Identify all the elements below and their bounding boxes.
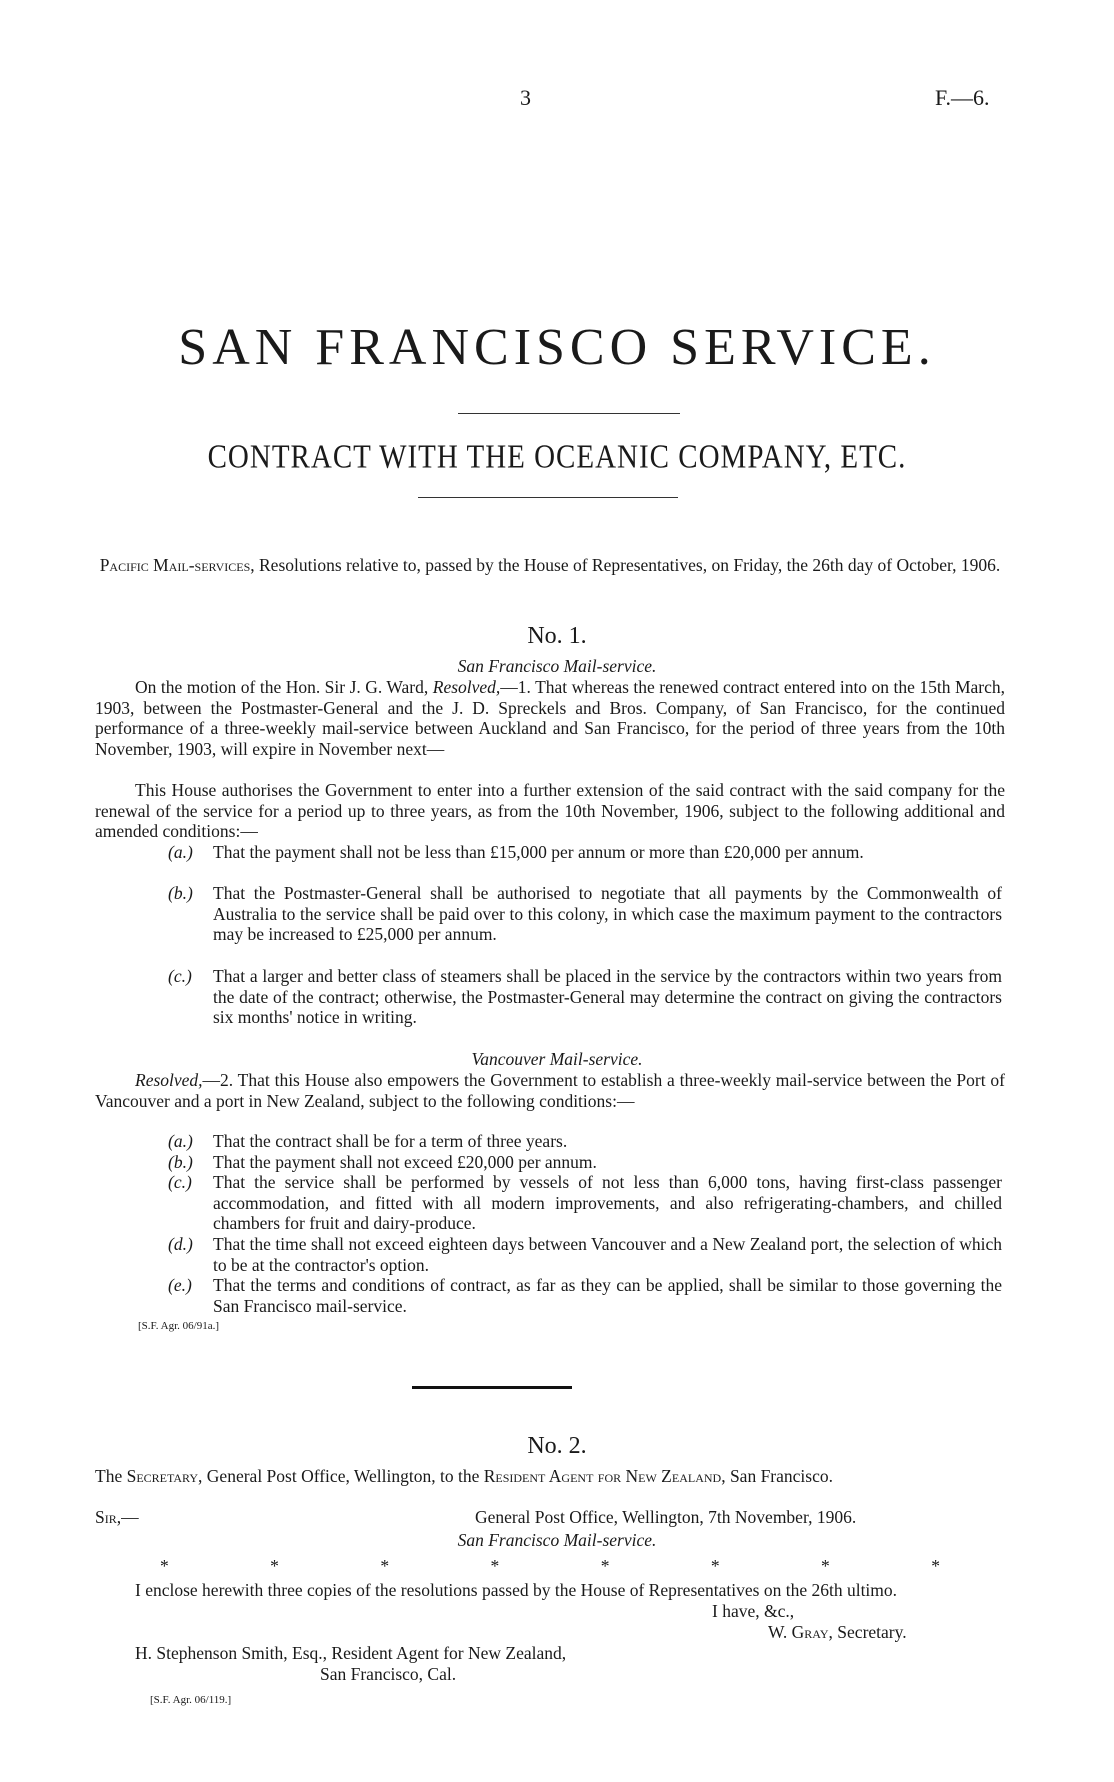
star: * bbox=[160, 1556, 169, 1576]
page-subtitle: CONTRACT WITH THE OCEANIC COMPANY, ETC. bbox=[207, 438, 907, 476]
condition-label: (a.) bbox=[168, 842, 193, 862]
subtitle-divider bbox=[418, 497, 678, 498]
letter-subject: San Francisco Mail-service. bbox=[457, 1530, 657, 1550]
star: * bbox=[380, 1556, 390, 1576]
star: * bbox=[490, 1556, 500, 1576]
condition-text: That the time shall not exceed eighteen days between Vancouver and a New Zealand port, the selection of which to be at the contractor's option. bbox=[213, 1234, 1002, 1275]
preamble-text: Resolutions relative to, passed by the House of Representatives, on Friday, the 26th day of October, 1906. bbox=[259, 555, 1001, 575]
address-place: San Francisco. bbox=[729, 1466, 833, 1486]
recipient-line-1: H. Stephenson Smith, Esq., Resident Agent for New Zealand, bbox=[135, 1643, 567, 1663]
letter-closing: I have, &c., bbox=[712, 1601, 795, 1621]
salutation bbox=[95, 1507, 139, 1528]
salutation-text: Sir,— bbox=[95, 1507, 139, 1527]
condition-text: That the payment shall not exceed £20,000 per annum. bbox=[213, 1152, 597, 1172]
page-number: 3 bbox=[520, 85, 531, 110]
paragraph-1-rest: —1. That whereas the renewed contract entered into on the 15th March, 1903, between the Postmaster-General and the J. D. Spreckels and Bros. Company, of San Francisco, for the continued performance of a three-weekly mail-service between Auckland and San Francisco, for the period of three years from the 10th November, 1903, will expire in November next— bbox=[95, 677, 1006, 759]
paragraph-3-rest: —2. That this House also empowers the Government to establish a three-weekly mail-service between the Port of Vancouver and a port in New Zealand, subject to the following conditions:— bbox=[95, 1070, 1005, 1111]
star: * bbox=[270, 1556, 279, 1576]
section-title-vancouver: Vancouver Mail-service. bbox=[471, 1049, 643, 1069]
section-heading-no2: No. 2. bbox=[527, 1433, 587, 1459]
ellipsis-stars bbox=[160, 1556, 940, 1577]
condition-label: (a.) bbox=[168, 1131, 193, 1151]
document-reference: F.—6. bbox=[935, 85, 990, 110]
resolved-label-1: Resolved, bbox=[432, 677, 501, 697]
reference-note-1: [S.F. Agr. 06/91a.] bbox=[138, 1320, 220, 1332]
condition-text: That the payment shall not be less than £15,000 per annum or more than £20,000 per annum. bbox=[213, 842, 864, 862]
preamble bbox=[95, 555, 1005, 576]
signature-name: W. Gray, bbox=[768, 1622, 833, 1642]
condition-text: That the terms and conditions of contract, as far as they can be applied, shall be similar to those governing the San Francisco mail-service. bbox=[213, 1275, 1002, 1316]
star: * bbox=[600, 1556, 610, 1576]
dateline: General Post Office, Wellington, 7th November, 1906. bbox=[475, 1507, 857, 1527]
condition-text: That the Postmaster-General shall be authorised to negotiate that all payments by the Commonwealth of Australia to the service shall be paid over to this colony, in which case the maximum payment to the contractors may be increased to £25,000 per annum. bbox=[213, 883, 1002, 944]
title-divider bbox=[458, 413, 680, 414]
star: * bbox=[710, 1556, 720, 1576]
signature-title: Secretary. bbox=[837, 1622, 907, 1642]
address-from: Secretary, bbox=[126, 1466, 203, 1486]
condition-text: That a larger and better class of steamers shall be placed in the service by the contractors within two years from the date of the contract; otherwise, the Postmaster-General may determine the contract on giving the contractors six months' notice in writing. bbox=[213, 966, 1002, 1027]
address-the: The bbox=[95, 1466, 123, 1486]
paragraph-2: This House authorises the Government to enter into a further extension of the said contract with the said company for the renewal of the service for a period up to three years, as from the 10th November, 1906, subject to the following additional and amended conditions:— bbox=[95, 780, 1005, 841]
paragraph-1-start: On the motion of the Hon. Sir J. G. Ward, bbox=[135, 677, 429, 697]
reference-note-2: [S.F. Agr. 06/119.] bbox=[150, 1694, 232, 1706]
resolved-label-2: Resolved, bbox=[135, 1070, 203, 1090]
letter-body: I enclose herewith three copies of the resolutions passed by the House of Representatives on the 26th ultimo. bbox=[135, 1580, 898, 1600]
section-heading-no1: No. 1. bbox=[527, 623, 587, 649]
star: * bbox=[821, 1556, 830, 1576]
paragraph-3 bbox=[95, 1070, 1005, 1111]
condition-label: (c.) bbox=[168, 966, 192, 986]
signature bbox=[768, 1622, 907, 1643]
condition-label: (b.) bbox=[168, 1152, 193, 1172]
paragraph-1 bbox=[95, 677, 1005, 759]
page-title: SAN FRANCISCO SERVICE. bbox=[178, 319, 936, 376]
recipient-line-2: San Francisco, Cal. bbox=[320, 1664, 457, 1684]
condition-label: (c.) bbox=[168, 1172, 192, 1192]
condition-label: (d.) bbox=[168, 1234, 193, 1254]
condition-text: That the contract shall be for a term of three years. bbox=[213, 1131, 568, 1151]
address-to: Resident Agent for New Zealand, bbox=[483, 1466, 726, 1486]
condition-label: (b.) bbox=[168, 883, 193, 903]
condition-text: That the service shall be performed by vessels of not less than 6,000 tons, having first-class passenger accommodation, and fitted with all modern improvements, and also refrigerating-chambers, and chilled chambers for fruit and dairy-produce. bbox=[213, 1172, 1002, 1233]
condition-label: (e.) bbox=[168, 1275, 192, 1295]
letter-address bbox=[95, 1466, 1005, 1487]
star: * bbox=[931, 1556, 940, 1576]
address-mid: General Post Office, Wellington, to the bbox=[206, 1466, 480, 1486]
section-divider bbox=[412, 1386, 572, 1389]
section-title-san-francisco: San Francisco Mail-service. bbox=[457, 656, 657, 676]
preamble-lead: Pacific Mail-services, bbox=[99, 555, 255, 575]
